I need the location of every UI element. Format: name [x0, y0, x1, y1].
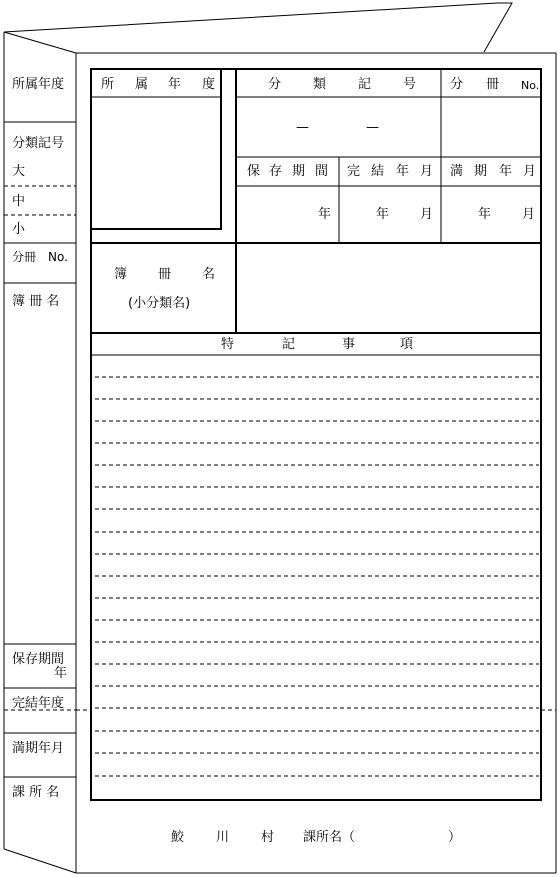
vol-header-3: No. — [521, 79, 540, 92]
notes-header-3: 事 — [342, 337, 356, 352]
expiry-month-unit: 月 — [522, 207, 536, 222]
folder-flap — [4, 3, 512, 52]
exp-header-2: 期 — [474, 164, 488, 179]
spine-retention: 保存期間 — [12, 652, 65, 667]
spine-expiry: 満期年月 — [12, 741, 65, 756]
comp-header-4: 月 — [420, 164, 434, 179]
book-name-label-2: 冊 — [158, 267, 172, 282]
comp-header-2: 結 — [371, 164, 385, 179]
footer-village-3: 村 — [261, 830, 275, 845]
fy-header-3: 年 — [168, 77, 182, 92]
notes-header-4: 項 — [400, 337, 414, 352]
footer-section-label: 課所名（ — [303, 830, 356, 845]
book-name-label-1: 簿 — [114, 267, 128, 282]
spine-middle: 中 — [12, 194, 26, 209]
cc-header-4: 号 — [403, 77, 417, 92]
comp-header-3: 年 — [396, 164, 410, 179]
footer-village-2: 川 — [216, 830, 230, 845]
class-code-dash-2: — — [366, 120, 379, 135]
retention-year-unit: 年 — [318, 207, 332, 222]
spine-book-name: 簿 冊 名 — [12, 294, 60, 309]
completion-month-unit: 月 — [420, 207, 434, 222]
exp-header-1: 満 — [450, 164, 464, 179]
ret-header-3: 期 — [292, 164, 306, 179]
notes-ruled-lines — [95, 377, 539, 776]
ret-header-1: 保 — [247, 164, 261, 179]
spine-retention-unit: 年 — [54, 666, 68, 681]
cc-header-3: 記 — [358, 77, 372, 92]
spine-minor: 小 — [12, 222, 26, 237]
notes-header-1: 特 — [221, 337, 235, 352]
book-name-label-3: 名 — [202, 267, 216, 282]
comp-header-1: 完 — [347, 164, 361, 179]
expiry-year-unit: 年 — [478, 207, 492, 222]
class-code-dash-1: — — [296, 120, 309, 135]
completion-year-unit: 年 — [376, 207, 390, 222]
spine-class-code: 分類記号 — [12, 136, 65, 151]
cc-header-1: 分 — [268, 77, 282, 92]
footer-village-1: 鮫 — [171, 830, 185, 845]
spine-volume-no: 分冊 No. — [12, 250, 68, 264]
ret-header-4: 間 — [315, 164, 329, 179]
footer-section-close: ） — [448, 830, 462, 845]
exp-header-3: 年 — [499, 164, 513, 179]
fy-header-2: 属 — [135, 77, 149, 92]
ret-header-2: 存 — [269, 164, 283, 179]
exp-header-4: 月 — [523, 164, 537, 179]
notes-header-2: 記 — [282, 337, 296, 352]
spine-major: 大 — [12, 164, 26, 179]
spine-completion-year: 完結年度 — [12, 696, 65, 711]
vol-header-2: 冊 — [486, 77, 500, 92]
fy-header-4: 度 — [202, 77, 216, 92]
spine-section: 課 所 名 — [12, 785, 60, 800]
cc-header-2: 類 — [313, 77, 327, 92]
book-name-sub: (小分類名) — [128, 296, 191, 311]
fy-header-1: 所 — [101, 77, 115, 92]
vol-header-1: 分 — [450, 77, 464, 92]
spine-fiscal-year: 所属年度 — [12, 77, 65, 92]
